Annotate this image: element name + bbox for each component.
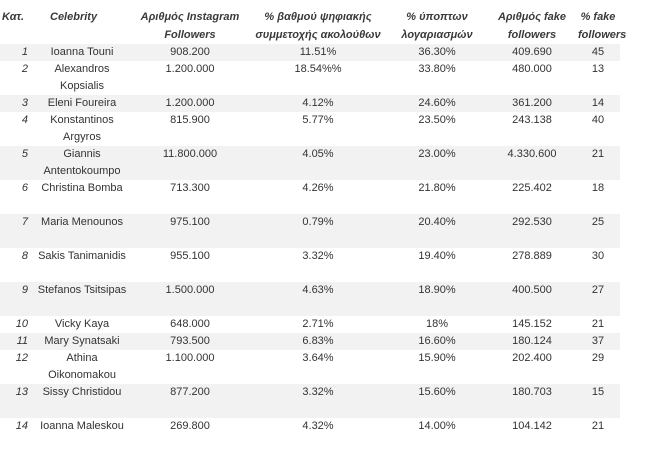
table-row: [0, 384, 620, 418]
cell-celebrity: Athina Oikonomakou: [48, 352, 116, 381]
cell-instagram-followers: 1.200.000: [165, 97, 215, 109]
header-fake-followers: Αριθμός fake followers: [497, 11, 567, 41]
cell-fake-percent: 25: [591, 216, 605, 228]
cell-suspicious-accounts: 18%: [425, 318, 449, 330]
cell-engagement: 3.64%: [302, 352, 334, 364]
cell-instagram-followers: 1.500.000: [165, 284, 215, 296]
table-header: [0, 8, 627, 44]
cell-rank: 1: [21, 46, 28, 58]
cell-engagement: 4.63%: [302, 284, 334, 296]
cell-suspicious-accounts: 24.60%: [418, 97, 456, 109]
cell-fake-followers: 409.690: [512, 46, 552, 58]
cell-fake-followers: 180.124: [512, 335, 552, 347]
cell-engagement: 18.54%%: [294, 63, 342, 75]
header-instagram-followers: Αριθμός Instagram Followers: [140, 11, 240, 41]
cell-instagram-followers: 1.200.000: [165, 63, 215, 75]
cell-fake-percent: 21: [591, 420, 605, 432]
cell-celebrity: Sakis Tanimanidis: [38, 250, 126, 262]
table-row: [0, 95, 620, 112]
cell-celebrity: Ioanna Touni: [50, 46, 114, 58]
cell-engagement: 0.79%: [302, 216, 334, 228]
cell-fake-followers: 361.200: [512, 97, 552, 109]
cell-celebrity: Maria Menounos: [41, 216, 123, 228]
header-suspicious-accounts: % ύποπτων λογαριασμών: [401, 11, 473, 41]
cell-rank: 13: [15, 386, 28, 398]
cell-rank: 11: [16, 335, 28, 347]
cell-instagram-followers: 975.100: [170, 216, 210, 228]
cell-fake-percent: 14: [591, 97, 605, 109]
cell-fake-followers: 4.330.600: [507, 148, 557, 160]
cell-engagement: 11.51%: [299, 46, 337, 58]
cell-engagement: 6.83%: [302, 335, 334, 347]
cell-instagram-followers: 648.000: [170, 318, 210, 330]
cell-fake-percent: 37: [591, 335, 605, 347]
cell-instagram-followers: 908.200: [170, 46, 210, 58]
cell-celebrity: Giannis Antentokoumpo: [43, 148, 121, 177]
cell-celebrity: Ioanna Maleskou: [40, 420, 124, 432]
cell-celebrity: Alexandros Kopsialis: [54, 63, 110, 92]
cell-rank: 3: [21, 97, 28, 109]
cell-fake-percent: 21: [591, 318, 605, 330]
cell-instagram-followers: 269.800: [170, 420, 210, 432]
table-row: [0, 350, 620, 384]
cell-instagram-followers: 815.900: [170, 114, 210, 126]
cell-celebrity: Sissy Christidou: [42, 386, 122, 398]
cell-suspicious-accounts: 20.40%: [418, 216, 456, 228]
header-fake-percent: % fake followers: [578, 11, 627, 41]
cell-fake-followers: 400.500: [512, 284, 552, 296]
cell-fake-percent: 40: [591, 114, 605, 126]
cell-suspicious-accounts: 23.00%: [418, 148, 456, 160]
cell-fake-followers: 243.138: [512, 114, 552, 126]
cell-suspicious-accounts: 15.90%: [418, 352, 456, 364]
cell-instagram-followers: 713.300: [170, 182, 210, 194]
cell-rank: 4: [21, 114, 28, 126]
table-row: [0, 112, 620, 146]
cell-engagement: 4.26%: [302, 182, 334, 194]
table-row: [0, 248, 620, 282]
cell-suspicious-accounts: 21.80%: [418, 182, 456, 194]
cell-suspicious-accounts: 15.60%: [418, 386, 456, 398]
cell-fake-percent: 29: [591, 352, 605, 364]
cell-suspicious-accounts: 14.00%: [418, 420, 456, 432]
cell-celebrity: Christina Bomba: [41, 182, 123, 194]
cell-rank: 9: [21, 284, 28, 296]
cell-suspicious-accounts: 16.60%: [418, 335, 456, 347]
cell-engagement: 5.77%: [302, 114, 334, 126]
header-engagement: % βαθμού ψηφιακής συμμετοχής ακολούθων: [255, 11, 381, 41]
cell-fake-followers: 145.152: [512, 318, 552, 330]
cell-engagement: 3.32%: [302, 386, 334, 398]
celebrity-fake-followers-table: [0, 8, 627, 452]
table-row: [0, 146, 620, 180]
cell-fake-percent: 27: [591, 284, 605, 296]
table-body: [0, 44, 620, 452]
cell-suspicious-accounts: 36.30%: [418, 46, 456, 58]
header-celebrity: Celebrity: [50, 11, 98, 23]
table-row: [0, 44, 620, 61]
cell-suspicious-accounts: 19.40%: [418, 250, 456, 262]
table-row: [0, 418, 620, 452]
cell-celebrity: Konstantinos Argyros: [50, 114, 114, 143]
cell-engagement: 4.32%: [302, 420, 334, 432]
cell-suspicious-accounts: 33.80%: [418, 63, 456, 75]
cell-engagement: 2.71%: [302, 318, 334, 330]
table-row: [0, 180, 620, 214]
cell-rank: 10: [15, 318, 28, 330]
cell-rank: 5: [21, 148, 28, 160]
cell-fake-followers: 202.400: [512, 352, 552, 364]
cell-instagram-followers: 877.200: [170, 386, 210, 398]
cell-rank: 12: [15, 352, 28, 364]
cell-suspicious-accounts: 23.50%: [418, 114, 456, 126]
cell-fake-followers: 225.402: [512, 182, 552, 194]
table-row: [0, 214, 620, 248]
cell-instagram-followers: 11.800.000: [162, 148, 218, 160]
cell-fake-percent: 13: [591, 63, 605, 75]
cell-fake-followers: 104.142: [512, 420, 552, 432]
table-row: [0, 316, 620, 333]
cell-instagram-followers: 955.100: [170, 250, 210, 262]
table-row: [0, 61, 620, 95]
cell-fake-followers: 480.000: [512, 63, 552, 75]
cell-instagram-followers: 793.500: [170, 335, 210, 347]
cell-fake-followers: 278.889: [512, 250, 552, 262]
cell-fake-percent: 18: [591, 182, 605, 194]
cell-rank: 14: [15, 420, 28, 432]
table-row: [0, 282, 620, 316]
cell-rank: 8: [21, 250, 28, 262]
cell-instagram-followers: 1.100.000: [165, 352, 215, 364]
cell-rank: 2: [21, 63, 28, 75]
cell-celebrity: Stefanos Tsitsipas: [37, 284, 127, 296]
header-rank: Κατ.: [2, 11, 25, 23]
table-row: [0, 333, 620, 350]
cell-fake-followers: 180.703: [512, 386, 552, 398]
cell-fake-percent: 45: [591, 46, 605, 58]
cell-fake-percent: 30: [591, 250, 605, 262]
cell-celebrity: Vicky Kaya: [54, 318, 110, 330]
cell-engagement: 3.32%: [302, 250, 334, 262]
cell-celebrity: Eleni Foureira: [47, 97, 117, 109]
cell-rank: 6: [21, 182, 28, 194]
cell-fake-percent: 21: [591, 148, 605, 160]
cell-rank: 7: [21, 216, 28, 228]
cell-engagement: 4.12%: [302, 97, 334, 109]
cell-suspicious-accounts: 18.90%: [418, 284, 456, 296]
cell-engagement: 4.05%: [302, 148, 334, 160]
cell-celebrity: Mary Synatsaki: [44, 335, 120, 347]
cell-fake-percent: 15: [591, 386, 605, 398]
cell-fake-followers: 292.530: [512, 216, 552, 228]
